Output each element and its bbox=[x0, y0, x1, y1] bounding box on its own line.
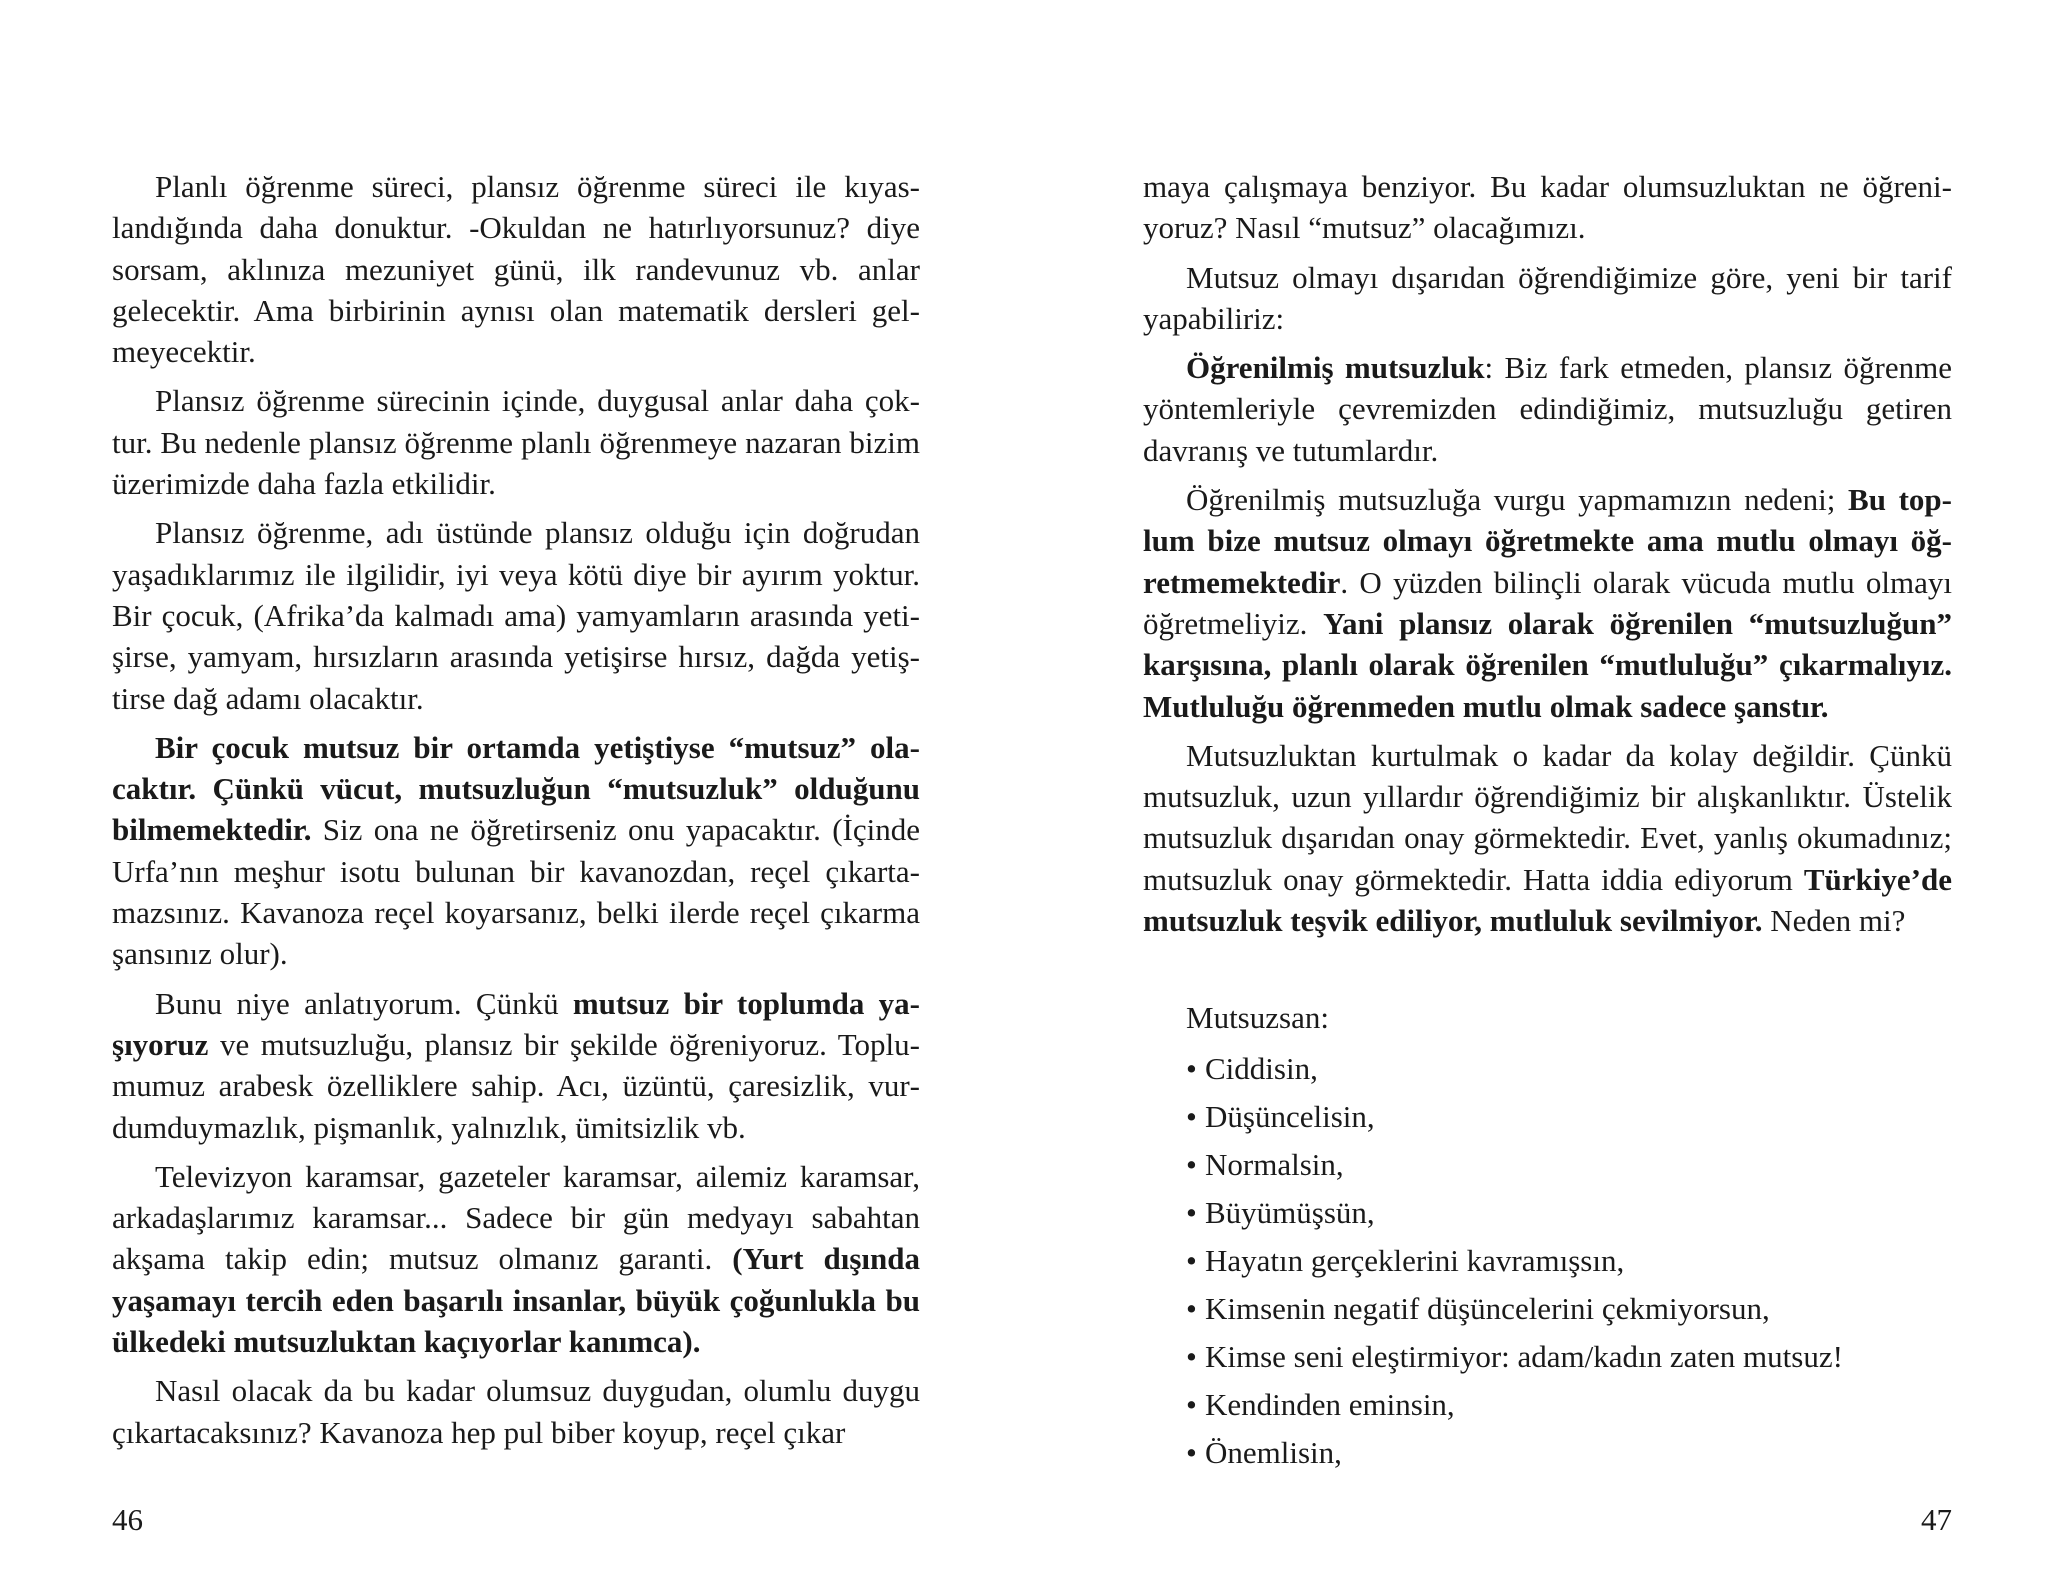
paragraph: Plansız öğrenme, adı üstünde plansız olduğu için doğrudan yaşadıklarımız ile ilgilidir, iyi veya kötü diye bir ayırım yoktur. Bir çocuk, (Afrika’da kalmadı ama) yamyamların arasında yetişirse, yamyam, hırsızların arasında yetişirse hırsız, dağda yetiştirse dağ adamı olacaktır. bbox=[112, 515, 920, 716]
list-item bbox=[1186, 1093, 1952, 1141]
list-item-text: Ciddisin, bbox=[1205, 1050, 1318, 1086]
paragraph bbox=[1143, 735, 1952, 941]
bullet-icon: • bbox=[1186, 1146, 1197, 1182]
list-item bbox=[1186, 1237, 1952, 1285]
right-text-column bbox=[1143, 166, 1952, 1477]
list-item bbox=[1186, 1141, 1952, 1189]
list-heading: Mutsuzsan: bbox=[1186, 1000, 1329, 1036]
paragraph: maya çalışmaya benziyor. Bu kadar olumsuzluktan ne öğreniyoruz? Nasıl “mutsuz” olacağımızı. bbox=[1143, 169, 1952, 246]
paragraph-text: Siz ona ne öğretirseniz onu yapacaktır. (İçinde Urfa’nın meşhur isotu bulunan bir kavanozdan, reçel çıkartamazsınız. Kavanoza reçel koyarsanız, belki ilerde reçel çıkarma şansınız olur). bbox=[112, 812, 920, 972]
list-item bbox=[1186, 1189, 1952, 1237]
paragraph bbox=[1143, 347, 1952, 471]
bullet-list bbox=[1143, 1045, 1952, 1477]
list-item-text: Önemlisin, bbox=[1205, 1434, 1342, 1470]
paragraph: Planlı öğrenme süreci, plansız öğrenme süreci ile kıyaslandığında daha donuktur. -Okuldan ne hatırlıyorsunuz? diye sorsam, aklınıza mezuniyet günü, ilk randevunuz vb. anlar gelecektir. Ama birbirinin aynısı olan matematik dersleri gelmeyecektir. bbox=[112, 169, 920, 370]
paragraph-text: Neden mi? bbox=[1762, 903, 1906, 939]
bullet-icon: • bbox=[1186, 1050, 1197, 1086]
list-item-text: Büyümüşsün, bbox=[1205, 1194, 1375, 1230]
paragraph bbox=[112, 983, 920, 1148]
bold-text: Türkiye’de mutsuzluk teşvik ediliyor, mutluluk sevilmiyor. bbox=[1143, 861, 1952, 939]
list-item bbox=[1186, 1429, 1952, 1477]
right-page bbox=[1024, 0, 2048, 1593]
paragraph: Mutsuz olmayı dışarıdan öğrendiğimize göre, yeni bir tarif yapabiliriz: bbox=[1143, 259, 1952, 336]
list-item-text: Kendinden eminsin, bbox=[1205, 1386, 1455, 1422]
bullet-icon: • bbox=[1186, 1194, 1197, 1230]
left-text-column bbox=[112, 166, 920, 1461]
paragraph: Nasıl olacak da bu kadar olumsuz duygudan, olumlu duygu çıkartacaksınız? Kavanoza hep pul biber koyup, reçel çıkar bbox=[112, 1373, 920, 1450]
paragraph-text: Televizyon karamsar, gazeteler karamsar, ailemiz karamsar, arkadaşlarımız karamsar... Sadece bir gün medyayı sabahtan akşama takip edin; mutsuz olmanız garanti. bbox=[112, 1158, 920, 1277]
paragraph bbox=[112, 727, 920, 975]
page-number: 46 bbox=[112, 1502, 143, 1537]
list-item-text: Normalsin, bbox=[1205, 1146, 1344, 1182]
bullet-icon: • bbox=[1186, 1242, 1197, 1278]
bullet-icon: • bbox=[1186, 1290, 1197, 1326]
list-item-text: Düşüncelisin, bbox=[1205, 1098, 1375, 1134]
bullet-icon: • bbox=[1186, 1434, 1197, 1470]
paragraph bbox=[112, 1156, 920, 1362]
bold-text: (Yurt dışında yaşamayı tercih eden başarılı insanlar, büyük çoğunlukla bu ülkedeki mutsuzluktan kaçıyorlar kanımca). bbox=[112, 1241, 921, 1360]
list-item-text: Kimse seni eleştirmiyor: adam/kadın zaten mutsuz! bbox=[1205, 1338, 1843, 1374]
bold-text: mutsuz bir toplumda yaşıyoruz bbox=[112, 985, 920, 1062]
paragraph-text: . O yüzden bilinçli olarak vücuda mutlu olmayı öğretmeliyiz. bbox=[1143, 564, 1952, 641]
list-item bbox=[1186, 1285, 1952, 1333]
paragraph-text: Öğrenilmiş mutsuzluğa vurgu yapmamızın nedeni; bbox=[1186, 482, 1849, 518]
bold-text: Öğrenilmiş mutsuzluk bbox=[1186, 350, 1485, 386]
bold-text: Yani plansız olarak öğrenilen “mutsuzluğun” karşısına, planlı olarak öğrenilen “mutluluğu” çıkarmalıyız. Mutluluğu öğrenmeden mutlu olmak sadece şanstır. bbox=[1143, 605, 1952, 724]
list-item bbox=[1186, 1381, 1952, 1429]
paragraph-text: Mutsuzluktan kurtulmak o kadar da kolay değildir. Çünkü mutsuzluk, uzun yıllardır öğrendiğimiz bir alışkanlıktır. Üstelik mutsuzluk dışarıdan onay görmektedir. Evet, yanlış okumadınız; mutsuzluk onay görmektedir. Hatta iddia ediyorum bbox=[1143, 737, 1952, 897]
page-number: 47 bbox=[1921, 1502, 1952, 1537]
paragraph: Plansız öğrenme sürecinin içinde, duygusal anlar daha çoktur. Bu nedenle plansız öğrenme planlı öğrenmeye nazaran bizim üzerimizde daha fazla etkilidir. bbox=[112, 383, 920, 502]
bullet-icon: • bbox=[1186, 1098, 1197, 1134]
bullet-icon: • bbox=[1186, 1338, 1197, 1374]
paragraph-text: Bunu niye anlatıyorum. Çünkü bbox=[155, 985, 573, 1021]
paragraph-text: : Biz fark etmeden, plansız öğrenme yöntemleriyle çevremizden edindiğimiz, mutsuzluğu getiren davranış ve tutumlardır. bbox=[1143, 350, 1952, 468]
bold-text: Bu toplum bize mutsuz olmayı öğretmekte ama mutlu olmayı öğretmemektedir bbox=[1143, 482, 1952, 600]
list-item bbox=[1186, 1333, 1952, 1381]
bullet-icon: • bbox=[1186, 1386, 1197, 1422]
bold-text: Bir çocuk mutsuz bir ortamda yetiştiyse “mutsuz” olacaktır. Çünkü vücut, mutsuzluğun “mutsuzluk” olduğunu bilmemektedir. bbox=[112, 729, 920, 848]
paragraph-text: ve mutsuzluğu, plansız bir şekilde öğreniyoruz. Toplumumuz arabesk özelliklere sahip. Acı, üzüntü, çaresizlik, vurdumduymazlık, pişmanlık, yalnızlık, ümitsizlik vb. bbox=[112, 1026, 920, 1145]
paragraph bbox=[1143, 479, 1952, 727]
list-item-text: Hayatın gerçeklerini kavramışsın, bbox=[1205, 1242, 1625, 1278]
list-item bbox=[1186, 1045, 1952, 1093]
list-item-text: Kimsenin negatif düşüncelerini çekmiyorsun, bbox=[1205, 1290, 1770, 1326]
